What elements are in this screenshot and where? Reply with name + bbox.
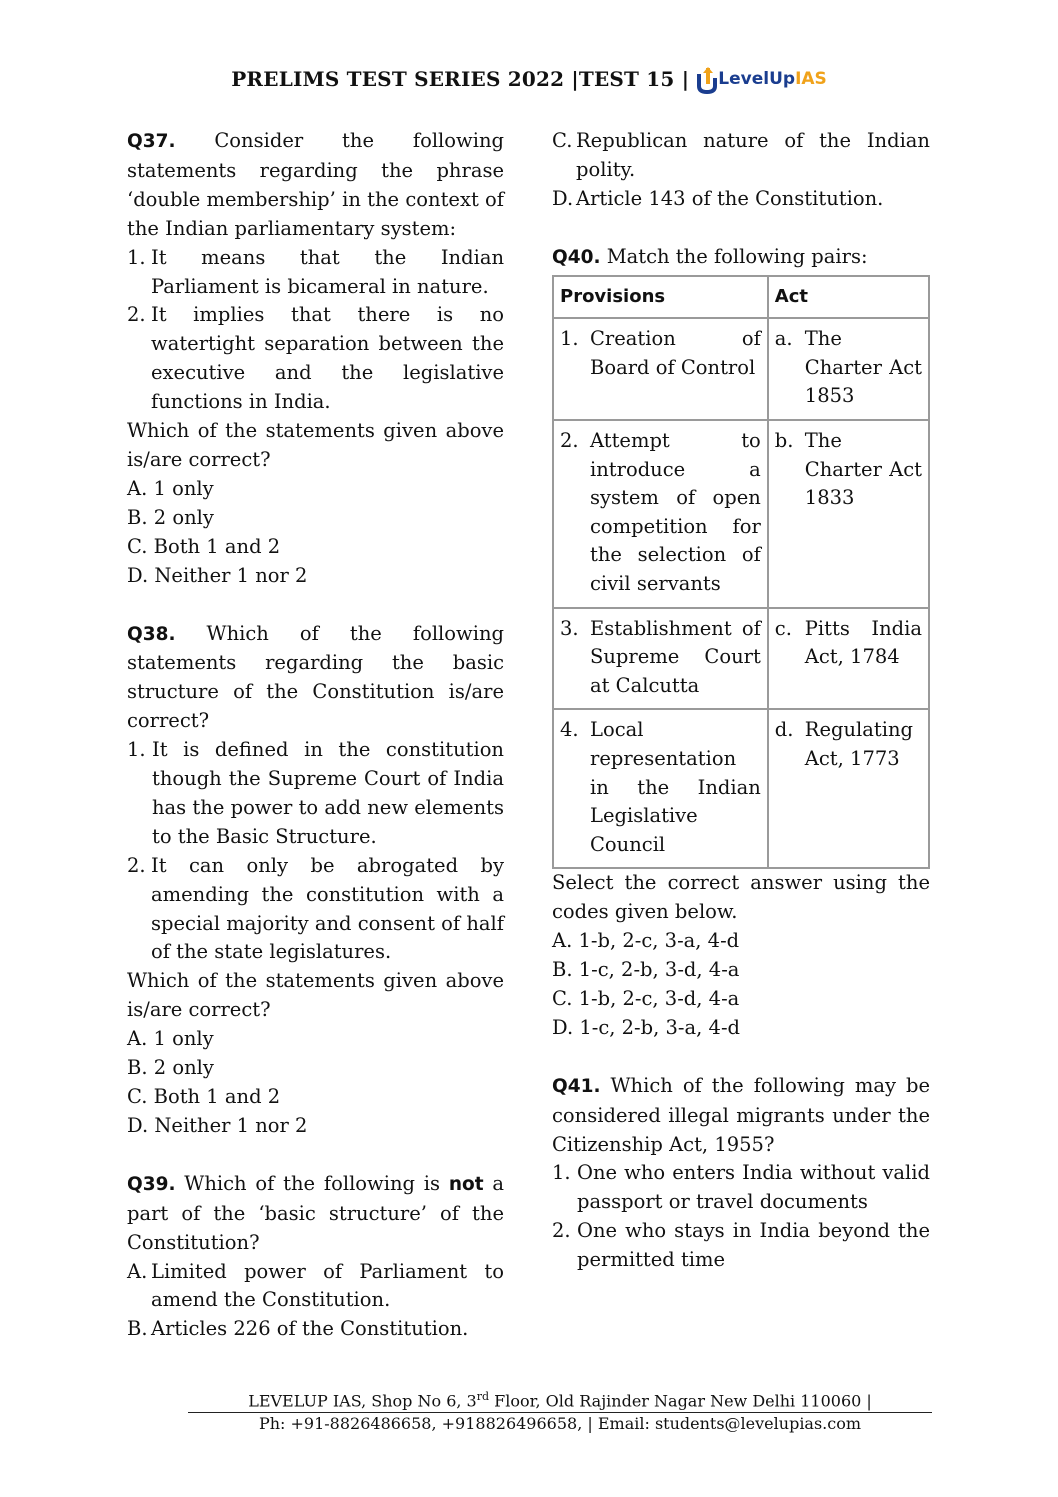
question-37 xyxy=(127,127,504,591)
question-stem: Match the following pairs: xyxy=(606,244,868,268)
question-41 xyxy=(552,1072,930,1275)
answer-option: C. Both 1 and 2 xyxy=(127,534,281,558)
answer-option: A. 1 only xyxy=(127,476,214,500)
logo-u-arrow-icon xyxy=(696,66,718,92)
answer-option: D. Neither 1 nor 2 xyxy=(127,563,308,587)
table-row: 2. Attempt to introduce a system of open competition for the selection of civil servants b. The Charter Act 1833 xyxy=(553,420,929,608)
column-header-provisions: Provisions xyxy=(553,276,768,319)
question-ask: Which of the statements given above is/are correct? xyxy=(127,969,504,1022)
logo-text: LevelUpIAS xyxy=(718,69,827,89)
question-stem: Which of the following statements regarding the basic structure of the Constitution is/are correct? xyxy=(127,621,505,733)
question-40 xyxy=(552,243,930,1043)
statement-item: 1. One who enters India without valid passport or travel documents xyxy=(552,1161,930,1214)
page-header xyxy=(0,66,1058,92)
answer-option: B. 2 only xyxy=(127,505,214,529)
question-38 xyxy=(127,620,504,1141)
answer-option: D. Article 143 of the Constitution. xyxy=(552,186,884,210)
levelup-logo xyxy=(696,66,827,92)
question-number: Q41. xyxy=(552,1075,601,1097)
statement-item: 2. It can only be abrogated by amending the constitution with a special majority and consent of half of the state legislatures. xyxy=(127,853,504,964)
question-stem: Which of the following may be considered illegal migrants under the Citizenship Act, 1955? xyxy=(552,1073,930,1156)
answer-option: C. Republican nature of the Indian polity. xyxy=(552,129,930,181)
emphasis-not: not xyxy=(448,1173,484,1195)
statement-item: 2. One who stays in India beyond the permitted time xyxy=(552,1219,930,1272)
question-ask: Select the correct answer using the codes given below. xyxy=(552,871,930,924)
table-row: 4. Local representation in the Indian Legislative Council d. Regulating Act, 1773 xyxy=(553,709,929,868)
answer-option: D. 1-c, 2-b, 3-a, 4-d xyxy=(552,1015,741,1039)
question-number: Q39. xyxy=(127,1173,176,1195)
statement-item: 1. It is defined in the constitution though the Supreme Court of India has the power to add new elements to the Basic Structure. xyxy=(127,738,504,848)
question-number: Q37. xyxy=(127,131,176,152)
answer-option: D. Neither 1 nor 2 xyxy=(127,1113,308,1137)
statement-item: 1. It means that the Indian Parliament is bicameral in nature. xyxy=(127,245,504,298)
answer-option: B. Articles 226 of the Constitution. xyxy=(127,1317,469,1341)
question-ask: Which of the statements given above is/are correct? xyxy=(127,419,504,471)
left-column xyxy=(127,127,504,1344)
answer-option: B. 2 only xyxy=(127,1056,214,1080)
table-header-row xyxy=(553,276,929,319)
answer-option: A. 1 only xyxy=(127,1027,214,1051)
footer-contact: Ph: +91-8826486658, +918826496658, | Email: students@levelupias.com xyxy=(258,1414,862,1434)
answer-option: B. 1-c, 2-b, 3-d, 4-a xyxy=(552,958,740,982)
table-row: 1. Creation of Board of Control a. The Charter Act 1853 xyxy=(553,318,929,420)
question-number: Q38. xyxy=(127,623,176,645)
column-header-act: Act xyxy=(768,276,929,319)
question-number: Q40. xyxy=(552,246,601,268)
page-footer xyxy=(188,1386,932,1435)
right-column xyxy=(552,127,930,1275)
answer-option: C. Both 1 and 2 xyxy=(127,1085,281,1108)
footer-address: LEVELUP IAS, Shop No 6, 3rd Floor, Old Rajinder Nagar New Delhi 110060 | xyxy=(188,1386,932,1413)
answer-option: A. 1-b, 2-c, 3-a, 4-d xyxy=(552,929,740,953)
question-stem: Consider the following statements regarding the phrase ‘double membership’ in the context of the Indian parliamentary system: xyxy=(127,129,504,240)
statement-item: 2. It implies that there is no watertight separation between the executive and the legislative functions in India. xyxy=(127,303,504,414)
table-row: 3. Establishment of Supreme Court at Calcutta c. Pitts India Act, 1784 xyxy=(553,608,929,710)
match-table xyxy=(552,275,930,870)
question-39-continued xyxy=(552,127,930,214)
answer-option: C. 1-b, 2-c, 3-d, 4-a xyxy=(552,986,740,1010)
test-title: PRELIMS TEST SERIES 2022 |TEST 15 | xyxy=(231,67,690,91)
question-39: Q39. Which of the following is not a part of the ‘basic structure’ of the Constitution? A. Limited power of Parliament to amend the Constitution. B. Articles 226 of the Constitution. xyxy=(127,1170,504,1344)
answer-option: A. Limited power of Parliament to amend the Constitution. xyxy=(127,1259,504,1312)
